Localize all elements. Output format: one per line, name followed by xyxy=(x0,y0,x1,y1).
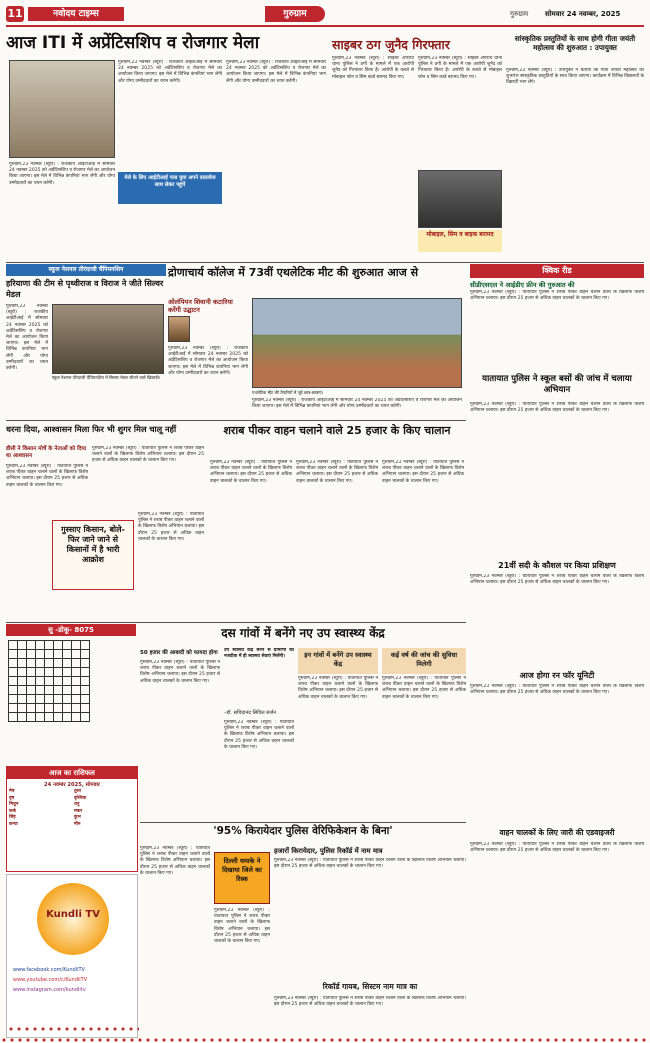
story-athletic-meet xyxy=(168,262,464,418)
story-body: गुरुग्राम,23 नवम्बर (ब्यूरो) : यातायात पुलिस ने शराब पीकर वाहन चलाने वालों के खिलाफ विशेष अभियान चलाया। इस दौरान 25 हजार से अधिक वाहन चालकों के चालान किए गए। xyxy=(6,464,88,488)
sign-vrishchik: वृश्चिक xyxy=(74,795,87,801)
story-body-col3: गुरुग्राम,23 नवम्बर (ब्यूरो) : राजकीय आईटीआई में सोमवार 24 नवम्बर 2025 को अप्रेंटिसशिप व रोजगार मेले का आयोजन किया जाएगा। इस मेले में विभिन्न कंपनियां भाग लेंगी और योग्य उम्मीदवारों का चयन करेंगी। xyxy=(226,60,326,84)
photo-caption: स्कूल नेशनल तीरंदाजी चैंपियनशिप में सिल्वर मेडल जीतने वाले खिलाड़ी। xyxy=(52,375,161,380)
headline-2: यातायात पुलिस ने स्कूल बसों की जांच में चलाया अभियान xyxy=(482,374,632,395)
story-drunk-driving xyxy=(210,420,464,620)
page-number: 11 xyxy=(7,7,23,20)
story-body-col2: गुरुग्राम,23 नवम्बर (ब्यूरो) : राजकीय आईटीआई में सोमवार 24 नवम्बर 2025 को अप्रेंटिसशिप व रोजगार मेले का आयोजन किया जाएगा। इस मेले में विभिन्न कंपनियां भाग लेंगी और योग्य उम्मीदवारों का चयन करेंगी। xyxy=(252,398,462,410)
sign-kanya: कन्या xyxy=(9,821,18,827)
masthead xyxy=(0,0,650,30)
body-3: गुरुग्राम,23 नवम्बर (ब्यूरो) : यातायात पुलिस ने शराब पीकर वाहन चलाने वालों के खिलाफ विशेष अभियान चलाया। इस दौरान 25 हजार से अधिक वाहन चालकों के चालान किए गए। xyxy=(470,574,644,586)
headline: '95% किरायेदार पुलिस वेरिफिकेशन के बिना' xyxy=(213,825,393,837)
story-body: गुरुग्राम,23 नवम्बर (ब्यूरो) : राजकीय आईटीआई में सोमवार 24 नवम्बर 2025 को अप्रेंटिसशिप व रोजगार मेले का आयोजन किया जाएगा। इस मेले में विभिन्न कंपनियां भाग लेंगी और योग्य उम्मीदवारों का चयन करेंगी। xyxy=(6,304,48,372)
paper-name: नवोदय टाइम्स xyxy=(28,7,124,21)
sign-kumbh: कुंभ xyxy=(74,815,81,821)
sign-singh: सिंह xyxy=(9,815,16,821)
story-health-centres xyxy=(140,624,466,820)
headline: द्रोणाचार्य कॉलेज में 73वीं एथलेटिक मीट की शुरुआत आज से xyxy=(168,266,419,279)
sub-headline: ओलंपियन शिवानी कटारिया करेंगी उद्घाटन xyxy=(168,298,233,314)
strap: क्विक रीड xyxy=(470,264,644,278)
youtube-link[interactable]: www.youtube.com/c/KundliTV xyxy=(13,977,88,983)
sign-mithun: मिथुन xyxy=(9,802,19,808)
sudoku-grid xyxy=(8,640,90,722)
village-list: गुरुग्राम,23 नवम्बर (ब्यूरो) : यातायात पुलिस ने शराब पीकर वाहन चलाने वालों के खिलाफ विशेष अभियान चलाया। इस दौरान 25 हजार से अधिक वाहन चालकों के चालान किए गए। xyxy=(298,676,378,700)
headline: आज ITI में अप्रेंटिसशिप व रोजगार मेला xyxy=(6,33,260,53)
fair-photo xyxy=(9,60,115,158)
headline: दस गांवों में बनेंगे नए उप स्वास्थ्य केंद्र xyxy=(221,626,385,640)
headline: धरना दिया, आश्वासन मिला फिर भी शुगर मिल चालू नहीं xyxy=(6,424,177,434)
sign-kark: कर्क xyxy=(9,808,17,814)
story-iti-fair xyxy=(6,30,328,260)
story-body: गुरुग्राम,23 नवम्बर (ब्यूरो) : राजकीय आईटीआई में सोमवार 24 नवम्बर 2025 को अप्रेंटिसशिप व रोजगार मेले का आयोजन किया जाएगा। इस मेले में विभिन्न कंपनियां भाग लेंगी और योग्य उम्मीदवारों का चयन करेंगी। xyxy=(168,346,248,376)
story-cyber-thug xyxy=(332,30,502,260)
sign-vrish: वृष xyxy=(9,795,15,801)
story-body-col2: गुरुग्राम,23 नवम्बर (ब्यूरो) : साइबर अपराध थाना पुलिस ने ठगी के मामले में एक आरोपी जुनैद को गिरफ्तार किया है। आरोपी के कब्जे से मोबाइल फोन व सिम कार्ड बरामद किए गए। xyxy=(418,56,502,80)
story-body: गुरुग्राम,23 नवम्बर (ब्यूरो) : यातायात पुलिस ने शराब पीकर वाहन चलाने वालों के खिलाफ विशेष अभियान चलाया। इस दौरान 25 हजार से अधिक वाहन चालकों के चालान किए गए। xyxy=(140,660,220,684)
story-gita-jayanti xyxy=(506,30,644,260)
story-body-col4: गुरुग्राम,23 नवम्बर (ब्यूरो) : यातायात पुलिस ने शराब पीकर वाहन चलाने वालों के खिलाफ विशेष अभियान चलाया। इस दौरान 25 हजार से अधिक वाहन चालकों के चालान किए गए। xyxy=(274,996,466,1008)
story-body: गुरुग्राम,23 नवम्बर (ब्यूरो) : उपायुक्त ने बताया कि गीता जयंती महोत्सव का शुभारंभ सांस्कृतिक प्रस्तुतियों के साथ किया जाएगा। कार्यक्रम में विभिन्न विद्यालयों के विद्यार्थी भाग लेंगे। xyxy=(506,68,644,86)
headline: सांस्कृतिक प्रस्तुतियों के साथ होगी गीता जयंती महोत्सव की शुरुआत : उपायुक्त xyxy=(514,34,636,52)
dotted-border xyxy=(7,1025,139,1035)
quote-by: –डॉ. सचिदानंद सिविल सर्जन xyxy=(224,710,277,716)
quick-read xyxy=(470,262,644,1042)
headline: शराब पीकर वाहन चलाने वाले 25 हजार के किए चालान xyxy=(223,424,451,437)
horoscope-title: आज का राशिफल xyxy=(7,767,137,779)
story-body-col2: गुरुग्राम,23 नवम्बर (ब्यूरो) : यातायात पुलिस ने शराब पीकर वाहन चलाने वालों के खिलाफ विशेष अभियान चलाया। इस दौरान 25 हजार से अधिक वाहन चालकों के चालान किए गए। xyxy=(92,446,204,464)
delhi-blast-box: दिल्ली धमाके ने दिखाया जिले का रिस्क xyxy=(214,852,270,904)
sign-meen: मीन xyxy=(74,821,81,827)
story-body-col3: गुरुग्राम,23 नवम्बर (ब्यूरो) : यातायात पुलिस ने शराब पीकर वाहन चलाने वालों के खिलाफ विशेष अभियान चलाया। इस दौरान 25 हजार से अधिक वाहन चालकों के चालान किए गए। xyxy=(274,858,466,870)
headline-5: वाहन चालकों के लिए जारी की एडवाइजरी xyxy=(499,828,615,837)
sudoku-title: सु -डोकू- 8075 xyxy=(6,624,136,636)
story-sugar-mill xyxy=(6,420,206,620)
instagram-link[interactable]: www.instagram.com/kundlitv xyxy=(13,987,86,993)
strap: स्कूल नेशनल तीरंदाजी चैंपियनशिप xyxy=(6,264,166,276)
horoscope xyxy=(6,766,138,872)
story-body-col2: गुरुग्राम,23 नवम्बर (ब्यूरो) : यातायात पुलिस ने शराब पीकर वाहन चलाने वालों के खिलाफ विशेष अभियान चलाया। इस दौरान 25 हजार से अधिक वाहन चालकों के चालान किए गए। xyxy=(296,460,378,484)
quote: उप स्वास्थ्य केंद्र बनने से ग्रामीणों को नजदीक में ही स्वास्थ्य सेवाएं मिलेंगी। xyxy=(224,648,294,660)
divider-3 xyxy=(6,622,466,623)
kundli-ad xyxy=(6,874,138,1038)
accused-photo xyxy=(418,170,502,228)
body-2: गुरुग्राम,23 नवम्बर (ब्यूरो) : यातायात पुलिस ने शराब पीकर वाहन चलाने वालों के खिलाफ विशेष अभियान चलाया। इस दौरान 25 हजार से अधिक वाहन चालकों के चालान किए गए। xyxy=(470,402,644,414)
meet-photo xyxy=(252,298,462,388)
masthead-date: सोमवार 24 नवम्बर, 2025 xyxy=(545,10,621,18)
headline-4: आज होगा रन फॉर यूनिटी xyxy=(519,671,595,680)
olympian-photo xyxy=(168,316,190,342)
top-rule xyxy=(6,25,644,27)
seized-tag: मोबाइल, सिम व बाइक बरामद xyxy=(418,230,502,252)
kundli-brand: Kundli TV xyxy=(46,909,100,920)
body-4: गुरुग्राम,23 नवम्बर (ब्यूरो) : यातायात पुलिस ने शराब पीकर वाहन चलाने वालों के खिलाफ विशेष अभियान चलाया। इस दौरान 25 हजार से अधिक वाहन चालकों के चालान किए गए। xyxy=(470,684,644,696)
story-body-col2: गुरुग्राम,23 नवम्बर (ब्यूरो) : यातायात पुलिस ने शराब पीकर वाहन चलाने वालों के खिलाफ विशेष अभियान चलाया। इस दौरान 25 हजार से अधिक वाहन चालकों के चालान किए गए। xyxy=(224,720,294,750)
sign-makar: मकर xyxy=(74,808,83,814)
sign-dhanu: धनु xyxy=(74,802,80,808)
section-badge: गुरुग्राम xyxy=(265,6,325,22)
story-archery xyxy=(6,262,166,418)
body-1: गुरुग्राम,23 नवम्बर (ब्यूरो) : यातायात पुलिस ने शराब पीकर वाहन चलाने वालों के खिलाफ विशेष अभियान चलाया। इस दौरान 25 हजार से अधिक वाहन चालकों के चालान किए गए। xyxy=(470,290,644,302)
note: 50 हजार की आबादी को फायदा होगा xyxy=(140,650,218,656)
sub-box-1: इन गांवों में बनेंगे उप स्वास्थ्य केंद्र xyxy=(298,648,378,674)
story-body-col3: गुरुग्राम,23 नवम्बर (ब्यूरो) : यातायात पुलिस ने शराब पीकर वाहन चलाने वालों के खिलाफ विशेष अभियान चलाया। इस दौरान 25 हजार से अधिक वाहन चालकों के चालान किए गए। xyxy=(382,676,466,700)
sub-headline: हजारों किरायेदार, पुलिस रिकॉर्ड में नाम मात्र xyxy=(274,847,383,855)
headline: हरियाणा की टीम से पृथ्वीराज व विराज ने जीते सिल्वर मेडल xyxy=(6,279,164,299)
headline: साइबर ठग जुनैद गिरफ्तार xyxy=(332,37,450,52)
story-body-col3: गुरुग्राम,23 नवम्बर (ब्यूरो) : यातायात पुलिस ने शराब पीकर वाहन चलाने वालों के खिलाफ विशेष अभियान चलाया। इस दौरान 25 हजार से अधिक वाहन चालकों के चालान किए गए। xyxy=(138,512,204,542)
horoscope-date: 24 नवम्बर 2025, सोमवार xyxy=(44,782,100,788)
footer-subhead: रिकॉर्ड गायब, सिस्टम नाम मात्र का xyxy=(322,982,418,991)
story-body-col3: गुरुग्राम,23 नवम्बर (ब्यूरो) : यातायात पुलिस ने शराब पीकर वाहन चलाने वालों के खिलाफ विशेष अभियान चलाया। इस दौरान 25 हजार से अधिक वाहन चालकों के चालान किए गए। xyxy=(382,460,464,484)
story-body-col2: गुरुग्राम,23 नवम्बर (ब्यूरो) : राजकीय आईटीआई में सोमवार 24 नवम्बर 2025 को अप्रेंटिसशिप व रोजगार मेले का आयोजन किया जाएगा। इस मेले में विभिन्न कंपनियां भाग लेंगी और योग्य उम्मीदवारों का चयन करेंगी। xyxy=(118,60,222,84)
photo-caption: एथलेटिक मीट की तैयारियों में जुटे छात्र-छात्राएं। xyxy=(252,390,324,395)
bottom-dot-band xyxy=(0,1036,650,1043)
story-tenant-verification xyxy=(140,822,466,1038)
story-body: गुरुग्राम,23 नवम्बर (ब्यूरो) : यातायात पुलिस ने शराब पीकर वाहन चलाने वालों के खिलाफ विशेष अभियान चलाया। इस दौरान 25 हजार से अधिक वाहन चालकों के चालान किए गए। xyxy=(210,460,292,484)
sign-mesh: मेष xyxy=(9,789,15,794)
sign-tula: तुला xyxy=(74,789,81,794)
sub-box-2: कई वर्ष की जांच की सुविधा मिलेगी xyxy=(382,648,466,674)
masthead-city: गुरुग्राम xyxy=(510,10,529,18)
story-body: गुरुग्राम,23 नवम्बर (ब्यूरो) : यातायात पुलिस ने शराब पीकर वाहन चलाने वालों के खिलाफ विशेष अभियान चलाया। इस दौरान 25 हजार से अधिक वाहन चालकों के चालान किए गए। xyxy=(140,846,210,876)
sign-list xyxy=(9,789,135,871)
sudoku xyxy=(6,624,136,764)
body-5: गुरुग्राम,23 नवम्बर (ब्यूरो) : यातायात पुलिस ने शराब पीकर वाहन चलाने वालों के खिलाफ विशेष अभियान चलाया। इस दौरान 25 हजार से अधिक वाहन चालकों के चालान किए गए। xyxy=(470,842,644,854)
archers-photo xyxy=(52,304,164,374)
story-body: गुरुग्राम,23 नवम्बर (ब्यूरो) : साइबर अपराध थाना पुलिस ने ठगी के मामले में एक आरोपी जुनैद को गिरफ्तार किया है। आरोपी के कब्जे से मोबाइल फोन व सिम कार्ड बरामद किए गए। xyxy=(332,56,414,80)
headline-1: सीडीएसएल ने आईडीए फ्रीन की गुरुआत की xyxy=(470,281,575,289)
headline-3: 21वीं सदी के कौशल पर किया प्रशिक्षण xyxy=(498,561,616,570)
sudoku-table xyxy=(8,640,90,722)
info-box: मेले के लिए आईटीआई पास युवा अपने दस्तावेज साथ लेकर पहुंचें xyxy=(118,172,222,204)
facebook-link[interactable]: www.facebook.com/KundliTV xyxy=(13,967,85,973)
quote-box: गुस्साए किसान, बोले- फिर जाने जाने से किसानों में है भारी आक्रोश xyxy=(52,520,134,590)
story-body-col2: गुरुग्राम,23 नवम्बर (ब्यूरो) : यातायात पुलिस ने शराब पीकर वाहन चलाने वालों के खिलाफ विशेष अभियान चलाया। इस दौरान 25 हजार से अधिक वाहन चालकों के चालान किए गए। xyxy=(214,908,270,945)
sub-headline: डीसी ने किसान मोर्चे के नेताओं को दिया था आश्वासन xyxy=(6,446,87,459)
story-body: गुरुग्राम,23 नवम्बर (ब्यूरो) : राजकीय आईटीआई में सोमवार 24 नवम्बर 2025 को अप्रेंटिसशिप व रोजगार मेले का आयोजन किया जाएगा। इस मेले में विभिन्न कंपनियां भाग लेंगी और योग्य उम्मीदवारों का चयन करेंगी। xyxy=(9,162,115,186)
